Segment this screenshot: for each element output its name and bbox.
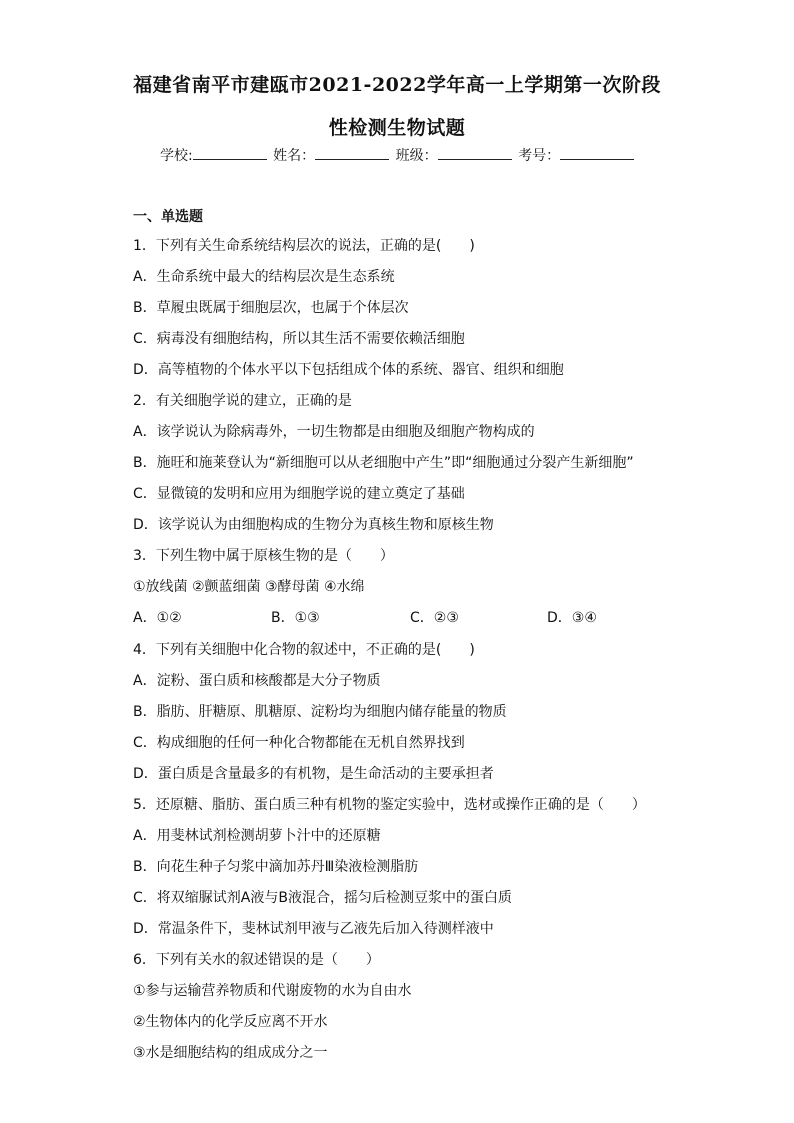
section-title: 一、单选题: [133, 209, 203, 225]
q3-option-a: A．①②: [133, 610, 182, 626]
option-line: B．脂肪、肝糖原、肌糖原、淀粉均为细胞内储存能量的物质: [133, 704, 507, 720]
option-line: A．淀粉、蛋白质和核酸都是大分子物质: [133, 673, 381, 689]
item-list-line: ①放线菌 ②颤蓝细菌 ③酵母菌 ④水绵: [133, 579, 365, 595]
option-line: D．该学说认为由细胞构成的生物分为真核生物和原核生物: [133, 517, 494, 533]
question-line: 2．有关细胞学说的建立，正确的是: [133, 393, 352, 409]
option-line: A．该学说认为除病毒外，一切生物都是由细胞及细胞产物构成的: [133, 424, 535, 440]
school-blank: [193, 147, 267, 160]
item-list-line: ①参与运输营养物质和代谢废物的水为自由水: [133, 983, 412, 999]
question-line: 6．下列有关水的叙述错误的是（ ）: [133, 952, 380, 968]
q3-option-c: C．②③: [410, 610, 459, 626]
class-blank: [438, 147, 512, 160]
option-line: B．施旺和施莱登认为“新细胞可以从老细胞中产生”即“细胞通过分裂产生新细胞”: [133, 455, 634, 471]
question-line: 5．还原糖、脂肪、蛋白质三种有机物的鉴定实验中，选材或操作正确的是（ ）: [133, 797, 646, 813]
option-line: A．用斐林试剂检测胡萝卜汁中的还原糖: [133, 828, 381, 844]
option-line: C．将双缩脲试剂A液与B液混合，摇匀后检测豆浆中的蛋白质: [133, 890, 512, 906]
q3-option-d: D．③④: [547, 610, 597, 626]
exam-no-blank: [560, 147, 634, 160]
q3-options-row: [133, 607, 653, 625]
option-line: A．生命系统中最大的结构层次是生态系统: [133, 269, 395, 285]
question-line: 4．下列有关细胞中化合物的叙述中，不正确的是( ): [133, 642, 475, 658]
option-line: B．向花生种子匀浆中滴加苏丹Ⅲ染液检测脂肪: [133, 859, 419, 875]
option-line: C．构成细胞的任何一种化合物都能在无机自然界找到: [133, 735, 465, 751]
item-list-line: ②生物体内的化学反应离不开水: [133, 1014, 328, 1030]
document-title-line1: 福建省南平市建瓯市2021-2022学年高一上学期第一次阶段: [133, 74, 661, 96]
option-line: D．高等植物的个体水平以下包括组成个体的系统、器官、组织和细胞: [133, 362, 564, 378]
option-line: C．病毒没有细胞结构，所以其生活不需要依赖活细胞: [133, 331, 465, 347]
item-list-line: ③水是细胞结构的组成成分之一: [133, 1045, 328, 1061]
school-label: 学校:: [160, 148, 193, 164]
option-line: D．蛋白质是含量最多的有机物，是生命活动的主要承担者: [133, 766, 494, 782]
class-label: 班级：: [395, 148, 438, 164]
name-label: 姓名：: [273, 148, 316, 164]
option-line: C．显微镜的发明和应用为细胞学说的建立奠定了基础: [133, 486, 465, 502]
q3-option-b: B．①③: [271, 610, 320, 626]
exam-no-label: 考号：: [518, 148, 561, 164]
option-line: D．常温条件下，斐林试剂甲液与乙液先后加入待测样液中: [133, 921, 494, 937]
student-info-row: [160, 145, 636, 165]
option-line: B．草履虫既属于细胞层次，也属于个体层次: [133, 300, 409, 316]
question-line: 3．下列生物中属于原核生物的是（ ）: [133, 548, 394, 564]
name-blank: [315, 147, 389, 160]
question-line: 1．下列有关生命系统结构层次的说法，正确的是( ): [133, 238, 475, 254]
document-title-line2: 性检测生物试题: [328, 117, 466, 139]
